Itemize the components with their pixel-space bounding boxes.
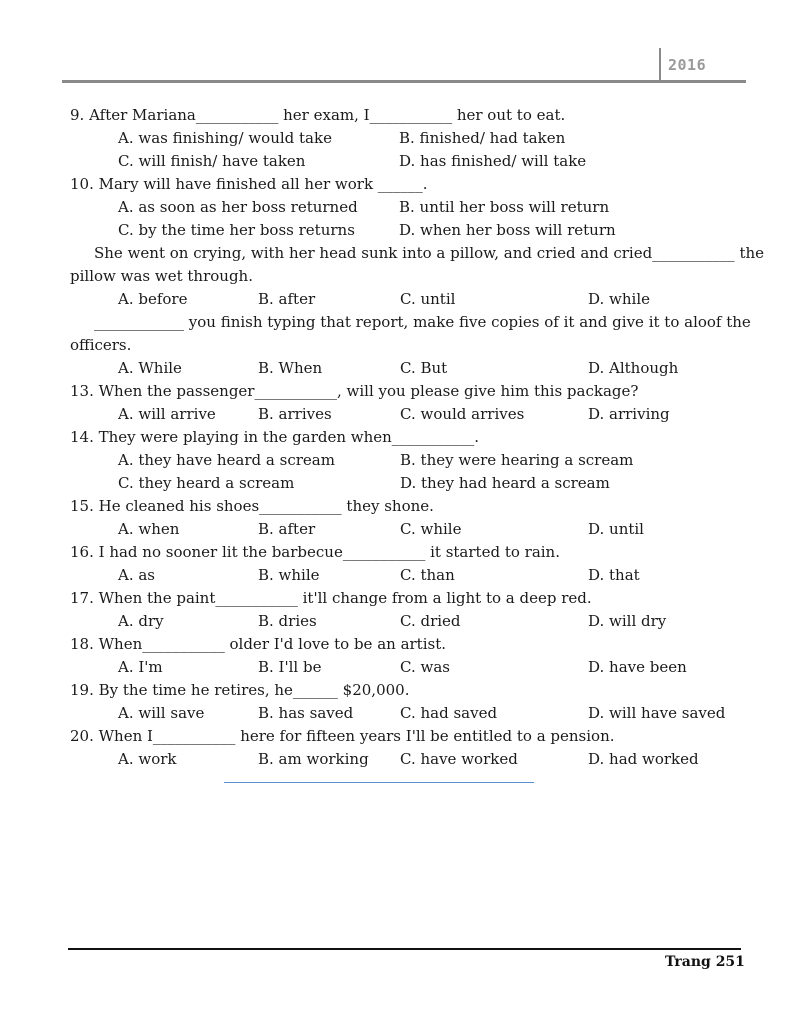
header-rule (62, 80, 746, 83)
option-d: D. has finished/ will take (399, 152, 587, 170)
options-row (70, 357, 740, 380)
option-a: A. I'm (118, 658, 163, 676)
options-row (70, 748, 740, 771)
question-stem-continued: officers. (70, 336, 132, 354)
option-b: B. dries (258, 612, 317, 630)
option-b: B. until her boss will return (399, 198, 610, 216)
question-stem: 13. When the passenger___________, will you please give him this package? (70, 382, 639, 400)
options-row (70, 403, 740, 426)
option-d: D. Although (588, 359, 679, 377)
question-stem: 20. When I___________ here for fifteen years I'll be entitled to a pension. (70, 727, 615, 745)
option-d: D. that (588, 566, 640, 584)
option-a: A. dry (118, 612, 164, 630)
question-stem: 10. Mary will have finished all her work ______. (70, 175, 428, 193)
option-c: C. while (400, 520, 462, 538)
options-row (70, 518, 740, 541)
question-stem-continued: pillow was wet through. (70, 267, 253, 285)
option-b: B. finished/ had taken (399, 129, 566, 147)
option-c: C. by the time her boss returns (118, 221, 355, 239)
footer-rule (68, 948, 741, 950)
option-d: D. while (588, 290, 650, 308)
option-d: D. have been (588, 658, 687, 676)
option-d: D. had worked (588, 750, 699, 768)
option-a: A. before (118, 290, 188, 308)
question-stem: 15. He cleaned his shoes___________ they shone. (70, 497, 434, 515)
option-b: B. am working (258, 750, 369, 768)
option-a: A. While (118, 359, 182, 377)
question-stem: 9. After Mariana___________ her exam, I___________ her out to eat. (70, 106, 566, 124)
option-c: C. they heard a scream (118, 474, 295, 492)
option-b: B. after (258, 290, 316, 308)
option-b: B. has saved (258, 704, 354, 722)
option-d: D. they had heard a scream (400, 474, 610, 492)
options-row (70, 127, 740, 150)
options-row (70, 196, 740, 219)
section-end-rule (224, 782, 534, 783)
option-b: B. I'll be (258, 658, 322, 676)
option-b: B. When (258, 359, 323, 377)
options-row (70, 564, 740, 587)
option-d: D. arriving (588, 405, 670, 423)
option-c: C. than (400, 566, 455, 584)
option-c: C. dried (400, 612, 461, 630)
question-stem: 19. By the time he retires, he______ $20,000. (70, 681, 410, 699)
option-d: D. until (588, 520, 644, 538)
option-a: A. they have heard a scream (118, 451, 335, 469)
options-row (70, 702, 740, 725)
question-stem: 17. When the paint___________ it'll change from a light to a deep red. (70, 589, 592, 607)
header-divider-tick (659, 48, 661, 82)
question-stem: 18. When___________ older I'd love to be an artist. (70, 635, 446, 653)
option-b: B. after (258, 520, 316, 538)
option-d: D. will have saved (588, 704, 726, 722)
option-a: A. work (118, 750, 177, 768)
options-row (70, 150, 740, 173)
option-a: A. when (118, 520, 180, 538)
option-a: A. will save (118, 704, 205, 722)
page-number: Trang 251 (665, 954, 745, 970)
options-row (70, 288, 740, 311)
option-c: C. But (400, 359, 448, 377)
option-a: A. as soon as her boss returned (118, 198, 358, 216)
option-c: C. was (400, 658, 450, 676)
options-row (70, 610, 740, 633)
options-row (70, 449, 740, 472)
option-c: C. would arrives (400, 405, 525, 423)
option-c: C. had saved (400, 704, 498, 722)
option-b: B. while (258, 566, 320, 584)
option-b: B. arrives (258, 405, 332, 423)
option-a: A. as (118, 566, 156, 584)
options-row (70, 656, 740, 679)
question-stem: She went on crying, with her head sunk into a pillow, and cried and cried___________ the (94, 244, 765, 262)
options-row (70, 472, 740, 495)
question-stem: 16. I had no sooner lit the barbecue___________ it started to rain. (70, 543, 560, 561)
option-d: D. when her boss will return (399, 221, 616, 239)
question-list (70, 104, 765, 771)
option-c: C. will finish/ have taken (118, 152, 306, 170)
option-b: B. they were hearing a scream (400, 451, 634, 469)
option-a: A. was finishing/ would take (118, 129, 332, 147)
option-c: C. have worked (400, 750, 518, 768)
question-stem: ____________ you finish typing that report, make five copies of it and give it to aloof the (94, 313, 751, 331)
option-c: C. until (400, 290, 456, 308)
options-row (70, 219, 740, 242)
question-stem: 14. They were playing in the garden when___________. (70, 428, 480, 446)
header-year: 2016 (668, 56, 707, 74)
option-a: A. will arrive (118, 405, 216, 423)
option-d: D. will dry (588, 612, 667, 630)
